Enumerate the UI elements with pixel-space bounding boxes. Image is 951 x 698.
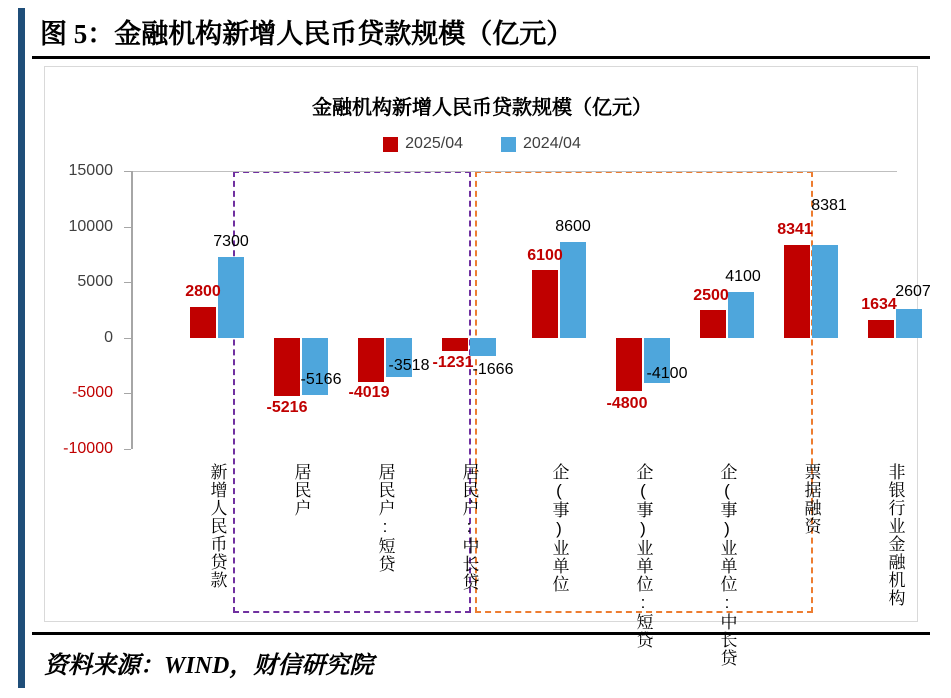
bar-group xyxy=(693,171,761,449)
source-note: 资料来源：WIND，财信研究院 xyxy=(44,653,374,679)
bar-2025 xyxy=(274,338,300,396)
bar-group xyxy=(185,171,249,449)
y-tick-label: 0 xyxy=(104,328,113,346)
bar-group xyxy=(348,171,430,449)
x-axis-label: 企(事)业单位 xyxy=(549,463,569,593)
bar-2025 xyxy=(532,270,558,338)
bar-group xyxy=(266,171,342,449)
x-axis-label: 新增人民币贷款 xyxy=(207,463,227,589)
plot-area xyxy=(63,162,931,457)
bar-group xyxy=(606,171,688,449)
y-tick xyxy=(68,162,131,179)
y-tick-label: 10000 xyxy=(68,217,113,235)
bar-2024 xyxy=(728,292,754,338)
x-axis-label: 企(事)业单位:短贷 xyxy=(633,463,653,649)
y-tick xyxy=(68,217,131,235)
chart-legend xyxy=(45,135,919,153)
x-axis-label: 企(事)业单位:中长贷 xyxy=(717,463,737,667)
chart-title: 金融机构新增人民币贷款规模（亿元） xyxy=(312,97,652,119)
bar-value-label-2025: 1634 xyxy=(861,296,897,313)
x-axis-label: 居民户 xyxy=(291,463,311,517)
bar-value-label-2025: 6100 xyxy=(527,247,563,264)
bar-value-label-2024: 8381 xyxy=(811,197,847,214)
x-axis-label: 居民户:中长贷 xyxy=(459,463,479,591)
y-tick-label: -10000 xyxy=(63,440,113,457)
left-accent-bar xyxy=(18,8,25,688)
legend-label-2024: 2024/04 xyxy=(523,135,581,152)
bar-2025 xyxy=(190,307,216,338)
y-tick xyxy=(63,440,131,457)
bar-value-label-2024: -3518 xyxy=(388,357,430,374)
bar-series-container xyxy=(131,171,931,449)
legend-item-2025 xyxy=(383,135,463,153)
bar-2025 xyxy=(616,338,642,391)
bar-2024 xyxy=(470,338,496,357)
bar-value-label-2024: 7300 xyxy=(213,233,249,250)
bar-2024 xyxy=(812,245,838,338)
y-tick-label: 15000 xyxy=(68,162,113,179)
x-axis-label: 居民户:短贷 xyxy=(375,463,395,573)
legend-label-2025: 2025/04 xyxy=(405,135,463,152)
bar-value-label-2025: 2500 xyxy=(693,287,729,304)
bar-value-label-2025: -4800 xyxy=(606,395,648,412)
y-tick xyxy=(72,384,131,402)
bar-2025 xyxy=(700,310,726,338)
bar-value-label-2025: -5216 xyxy=(266,399,308,416)
bar-value-label-2024: -5166 xyxy=(300,371,342,388)
bar-value-label-2025: 2800 xyxy=(185,283,221,300)
y-tick-label: 5000 xyxy=(77,273,113,291)
bar-group xyxy=(861,171,931,449)
bar-2024 xyxy=(560,242,586,338)
legend-swatch-icon xyxy=(383,137,398,152)
bar-value-label-2024: 2607 xyxy=(895,283,931,300)
y-tick xyxy=(77,273,131,291)
bar-group xyxy=(432,171,514,449)
bar-value-label-2024: 8600 xyxy=(555,218,591,235)
bar-2024 xyxy=(896,309,922,338)
x-axis-label: 非银行业金融机构 xyxy=(885,463,905,607)
bar-2025 xyxy=(442,338,468,352)
bar-group xyxy=(527,171,591,449)
bar-value-label-2024: -4100 xyxy=(646,365,688,382)
figure-title: 图 5：金融机构新增人民币贷款规模（亿元） xyxy=(40,19,574,49)
bar-value-label-2025: -4019 xyxy=(348,384,390,401)
y-tick xyxy=(104,328,131,346)
legend-swatch-icon xyxy=(501,137,516,152)
bottom-divider xyxy=(32,632,930,635)
bar-group xyxy=(777,171,847,449)
legend-item-2024 xyxy=(501,135,581,153)
y-tick-label: -5000 xyxy=(72,384,113,402)
bar-2025 xyxy=(358,338,384,383)
bar-2025 xyxy=(868,320,894,338)
bar-value-label-2024: -1666 xyxy=(472,361,514,378)
bar-2024 xyxy=(218,257,244,338)
bar-value-label-2025: -1231 xyxy=(432,354,474,371)
bar-2025 xyxy=(784,245,810,338)
x-axis-label: 票据融资 xyxy=(801,463,821,535)
bar-value-label-2025: 8341 xyxy=(777,221,813,238)
bar-value-label-2024: 4100 xyxy=(725,268,761,285)
title-divider xyxy=(32,56,930,59)
